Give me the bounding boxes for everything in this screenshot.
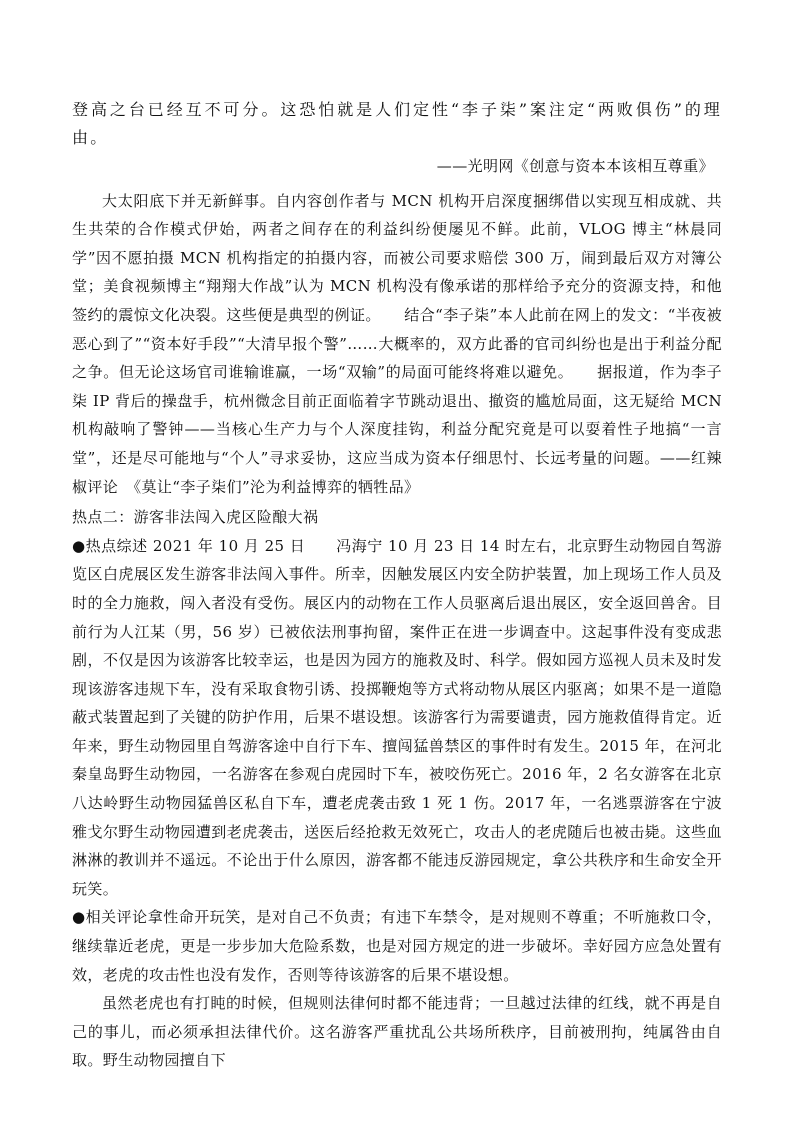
- intro-source: ——光明网《创意与资本本该相互尊重》: [436, 157, 714, 175]
- hot-topic-summary: ●热点综述 2021 年 10 月 25 日 冯海宁 10 月 23 日 14 时左右，北京野生动物园自驾游览区白虎展区发生游客非法闯入事件。所幸，因触发展区内安全防护装置，加上现场工作人员及时的全力施救，闯入者没有受伤。展区内的动物在工作人员驱离后退出展区，安全返回兽舍。目前行为人江某（男，56 岁）已被依法刑事拘留，案件正在进一步调查中。这起事件没有变成悲剧，不仅是因为该游客比较幸运，也是因为园方的施救及时、科学。假如园方巡视人员未及时发现该游客违规下车，没有采取食物引诱、投掷鞭炮等方式将动物从展区内驱离；如果不是一道隐蔽式装置起到了关键的防护作用，后果不堪设想。该游客行为需要谴责，园方施救值得肯定。近年来，野生动物园里自驾游客途中自行下车、擅闯猛兽禁区的事件时有发生。2015 年，在河北秦皇岛野生动物园，一名游客在参观白虎园时下车，被咬伤死亡。2016 年，2 名女游客在北京八达岭野生动物园猛兽区私自下车，遭老虎袭击致 1 死 1 伤。2017 年，一名逃票游客在宁波雅戈尔野生动物园遭到老虎袭击，送医后经抢救无效死亡，攻击人的老虎随后也被击毙。这些血淋淋的教训并不遥远。不论出于什么原因，游客都不能违反游园规定，拿公共秩序和生命安全开玩笑。: [72, 536, 722, 898]
- section-heading-2: 热点二：游客非法闯入虎区险酿大祸: [72, 508, 319, 527]
- intro-line: 登高之台已经互不可分。这恐怕就是人们定性“李子柒”案注定“两败俱伤”的理由。: [72, 100, 722, 147]
- paragraph-conclusion: 虽然老虎也有打盹的时候，但规则法律何时都不能违背；一旦越过法律的红线，就不再是自己的事儿，而必须承担法律代价。这名游客严重扰乱公共场所秩序，目前被刑拘，纯属咎由自取。野生动物园擅自下: [72, 994, 722, 1070]
- paragraph-mcn-disputes: 大太阳底下并无新鲜事。自内容创作者与 MCN 机构开启深度捆绑借以实现互相成就、共生共荣的合作模式伊始，两者之间存在的利益纠纷便屡见不鲜。此前，VLOG 博主“林晨同学”因不愿拍摄 MCN 机构指定的拍摄内容，而被公司要求赔偿 300 万，闹到最后双方对簿公堂；美食视频博主“翔翔大作战”认为 MCN 机构没有像承诺的那样给予充分的资源支持，和他签约的震惊文化决裂。这些便是典型的例证。 结合“李子柒”本人此前在网上的发文：“半夜被恶心到了”“资本好手段”“大清早报个警”……大概率的，双方此番的官司纠纷也是出于利益分配之争。但无论这场官司谁输谁赢，一场“双输”的局面可能终将难以避免。 据报道，作为李子柒 IP 背后的操盘手，杭州微念目前正面临着字节跳动退出、撤资的尴尬局面，这无疑给 MCN 机构敲响了警钟——当核心生产力与个人深度挂钩，利益分配究竟是可以耍着性子地搞“一言堂”，还是尽可能地与“个人”寻求妥协，这应当成为资本仔细思忖、长远考量的问题。——红辣椒评论 《莫让“李子柒们”沦为利益博弈的牺牲品》: [72, 191, 722, 496]
- document-body: [72, 96, 722, 1075]
- related-comment: ●相关评论拿性命开玩笑，是对自己不负责；有违下车禁令，是对规则不尊重；不听施救口令，继续靠近老虎，更是一步步加大危险系数，也是对园方规定的进一步破坏。幸好园方应急处置有效，老虎的攻击性也没有发作，否则等待该游客的后果不堪设想。: [72, 908, 722, 984]
